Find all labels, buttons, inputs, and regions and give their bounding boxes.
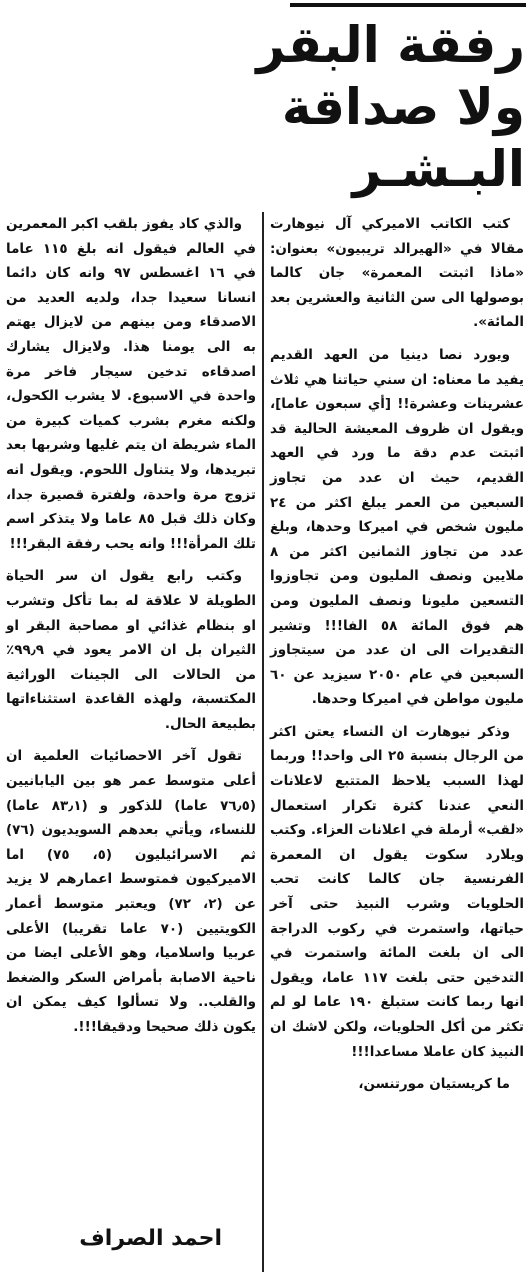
paragraph: ما كريستيان مورتنسن،	[358, 1076, 510, 1093]
paragraph: تقول آخر الاحصائيات العلمية ان أعلى متوسط عمر هو بين اليابانيين (٧٦٫٥ عاما) للذكور و (٨٣٫١ عاما) للنساء، ويأتي بعدهم السويديون (٧٦) ثم الاسرائيليون (٥، ٧٥) اما الاميركيون فمتوسط اعمارهم لا يزيد عن (٢، ٧٢) ويعتبر متوسط أعمار الكويتيين (٧٠ عاما تقريبا) الأعلى عربيا واسلاميا، وهو الأعلى ايضا من ناحية الاصابة بأمراض السكر والضغط والقلب.. ولا تسألوا كيف يمكن ان يكون ذلك صحيحا ودقيقا!!!.	[6, 748, 257, 1035]
paragraph: كتب الكاتب الاميركي آل نيوهارت مقالا في «الهيرالد تريبيون» بعنوان: «ماذا اثبتت المعمرة» جان كالما بوصولها الى سن الثانية والعشرين بعد المائة».	[270, 216, 524, 331]
paragraph: وذكر نيوهارت ان النساء يعتن اكثر من الرجال بنسبة ٢٥ الى واحد!! وربما لهذا السبب يلاحظ المتتبع لاعلانات النعي عندنا كثرة تكرار استعمال «لقب» أرملة في اعلانات العزاء. وكتب ويلارد سكوت يقول ان المعمرة الفرنسية جان كالما كانت تحب الحلويات وشرب النبيذ حتى آخر حياتها، واستمرت في ركوب الدراجة الى ان بلغت المائة واستمرت في التدخين حتى بلغت ١١٧ عاما، ويقول انها ربما كانت ستبلغ ١٩٠ عاما لو لم تكثر من أكل الحلويات، ولكن لاشك ان النبيذ كان عاملا مساعدا!!!	[270, 723, 525, 1060]
author-byline: احمد الصراف	[79, 1226, 222, 1251]
headline-line-1: رفقة البقر	[256, 16, 525, 74]
headline-line-3: البـشـر	[352, 140, 525, 198]
article-column-left	[6, 212, 256, 1048]
article-column-right	[270, 212, 524, 1105]
headline-line-2: ولا صداقة	[281, 78, 525, 136]
paragraph: والذي كاد يفوز بلقب اكبر المعمرين في العالم فيقول انه بلغ ١١٥ عاما في ١٦ اغسطس ٩٧ وانه كان دائما انسانا سعيدا جدا، ولديه العديد من الاصدقاء ومن بينهم من لايزال يهتم به الى يومنا هذا. ولايزال يشارك اصدقاءه تدخين سيجار فاخر مرة واحدة في الاسبوع. لا يشرب الكحول، ولكنه مغرم بشرب كميات كبيرة من الماء شريطة ان يتم غليها وشربها بعد تبريدها، ولا يتناول اللحوم. ويقول انه تزوج مرة واحدة، ولفترة قصيرة جدا، وكان ذلك قبل ٨٥ عاما ولا يتذكر اسم تلك المرأة!!! وانه يحب رفقة البقر!!!	[6, 216, 257, 552]
top-rule	[290, 3, 526, 7]
column-divider	[262, 212, 264, 1272]
paragraph: وكتب رابع يقول ان سر الحياة الطويلة لا علاقة له بما تأكل وتشرب او بنظام غذائي او مصاحبة البقر او الثيران بل ان الامر يعود في ٩٩٫٩٪ من الحالات الى الجينات الوراثية المكتسبة، ولهذه القاعدة استثناءاتها بطبيعة الحال.	[6, 568, 256, 732]
paragraph: ويورد نصا دينيا من العهد القديم يفيد ما معناه: ان سني حياتنا هي ثلاث عشرينات وعشرة!! [أي سبعون عاما]، ويقول ان ظروف المعيشة الحالية قد اثبتت عدم دقة ما ورد في العهد القديم، حيث ان عدد من تجاوز السبعين من العمر يبلغ اكثر من ٢٤ مليون شخص في اميركا وحدها، وبلغ عدد من تجاوز الثمانين اكثر من ٨ ملايين ونصف المليون ومن تجاوزوا التسعين مليونا ونصف المليون ومن هم فوق المائة ٥٨ الفا!!! وتشير التقديرات الى ان عدد من سيتجاوز السبعين في عام ٢٠٥٠ سيزيد عن ٦٠ مليون مواطن في اميركا وحدها.	[270, 346, 524, 708]
headline	[256, 14, 525, 214]
